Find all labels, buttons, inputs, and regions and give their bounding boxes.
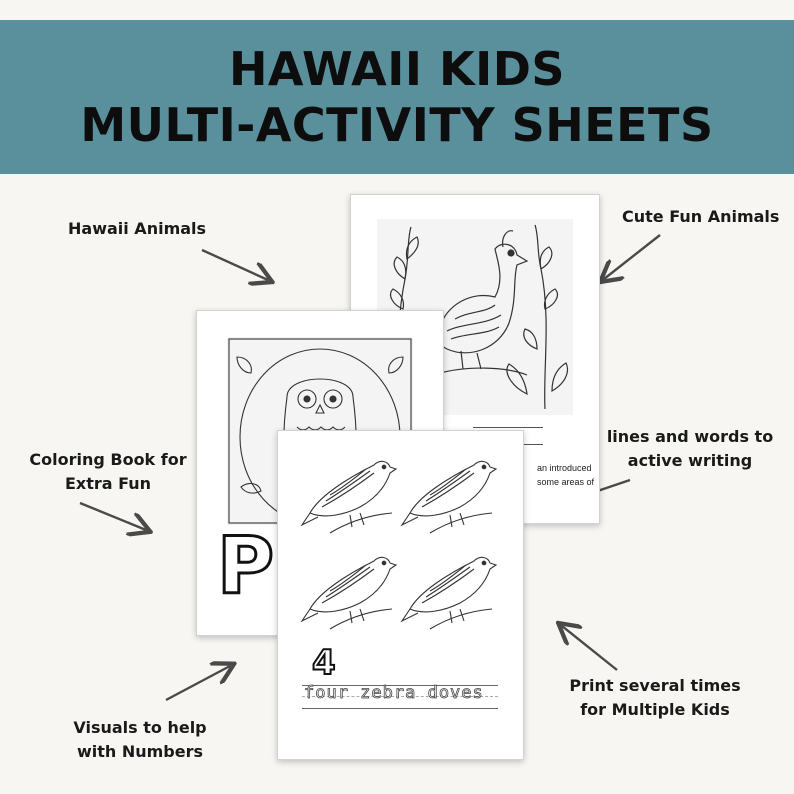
label-lines-words-line-1: lines and words to xyxy=(606,427,774,446)
doves-illustration xyxy=(298,455,508,651)
label-print-line-2: for Multiple Kids xyxy=(580,700,730,719)
label-hawaii-animals: Hawaii Animals xyxy=(68,219,207,238)
quail-caption-1: an introduced xyxy=(537,463,592,473)
arrow-icon xyxy=(202,250,268,280)
label-coloring-book-line-1: Coloring Book for xyxy=(29,450,187,469)
letter-p: P xyxy=(217,529,275,601)
arrow-icon xyxy=(166,666,230,700)
label-visuals-line-1: Visuals to help xyxy=(73,718,207,737)
arrow-icon xyxy=(604,235,660,279)
arrow-icon xyxy=(80,503,146,530)
quail-caption-2: some areas of xyxy=(537,477,595,487)
trace-words: four zebra doves xyxy=(304,683,484,703)
label-cute-fun-animals: Cute Fun Animals xyxy=(622,207,780,226)
title-line-1: HAWAII KIDS xyxy=(228,42,566,96)
label-visuals-line-2: with Numbers xyxy=(76,742,204,761)
label-coloring-book-line-2: Extra Fun xyxy=(64,474,152,493)
title-line-2: MULTI-ACTIVITY SHEETS xyxy=(80,98,714,152)
arrow-icon xyxy=(562,626,617,670)
label-lines-words-line-2: active writing xyxy=(627,451,753,470)
number-four-outline xyxy=(310,643,350,679)
letter-p-outline xyxy=(215,529,285,601)
label-print-line-1: Print several times xyxy=(569,676,741,695)
number-four: 4 xyxy=(312,643,336,679)
doves-sheet xyxy=(277,430,524,760)
